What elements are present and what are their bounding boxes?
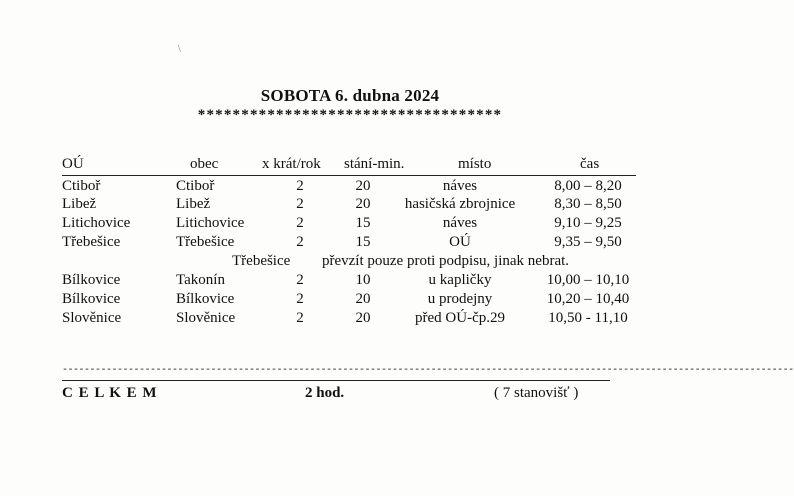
total-rule [62, 380, 610, 381]
row-0-cas: 8,00 – 8,20 [554, 178, 622, 194]
row-5-misto: u prodejny [427, 291, 493, 307]
row-4-stani: 10 [355, 272, 371, 288]
header-misto: místo [458, 156, 492, 172]
row-5-cas: 10,20 – 10,40 [546, 291, 630, 307]
row-5-krat: 2 [296, 291, 304, 307]
row-3-krat: 2 [296, 234, 304, 250]
row-4-ou: Bílkovice [62, 272, 121, 288]
row-1-obec: Libež [176, 196, 211, 212]
row-3-cas: 9,35 – 9,50 [554, 234, 622, 250]
star-separator: *********************************** [197, 107, 503, 123]
row-6-cas: 10,50 - 11,10 [548, 310, 628, 326]
row-1-cas: 8,30 – 8,50 [554, 196, 622, 212]
row-1-misto: hasičská zbrojnice [404, 196, 516, 212]
header-rule [62, 175, 636, 176]
row-5-obec: Bílkovice [176, 291, 235, 307]
row-2-misto: náves [442, 215, 478, 231]
header-obec: obec [190, 156, 219, 172]
row-0-ou: Ctiboř [62, 178, 101, 194]
row-3-ou: Třebešice [62, 234, 121, 250]
row-3-misto: OÚ [449, 234, 471, 250]
row-0-misto: náves [442, 178, 478, 194]
dashed-separator: ------------------------------------------------------------------------------------------------------------------------------------- [62, 365, 794, 376]
row-6-krat: 2 [296, 310, 304, 326]
total-label: C E L K E M [62, 385, 158, 401]
row-0-krat: 2 [296, 178, 304, 194]
row-2-obec: Litichovice [176, 215, 245, 231]
row-6-obec: Slověnice [176, 310, 236, 326]
row-5-ou: Bílkovice [62, 291, 121, 307]
row-2-stani: 15 [355, 215, 371, 231]
note-text: převzít pouze proti podpisu, jinak nebrat. [322, 253, 570, 269]
row-4-cas: 10,00 – 10,10 [546, 272, 630, 288]
header-cas: čas [580, 156, 600, 172]
total-stops: ( 7 stanovišť ) [494, 385, 579, 401]
row-4-krat: 2 [296, 272, 304, 288]
row-0-obec: Ctiboř [176, 178, 215, 194]
row-1-krat: 2 [296, 196, 304, 212]
row-2-ou: Litichovice [62, 215, 131, 231]
row-6-ou: Slověnice [62, 310, 122, 326]
row-5-stani: 20 [355, 291, 371, 307]
row-3-obec: Třebešice [176, 234, 235, 250]
header-stani: stání-min. [344, 156, 405, 172]
row-0-stani: 20 [355, 178, 371, 194]
header-ou: OÚ [62, 156, 84, 172]
total-hours: 2 hod. [305, 385, 345, 401]
row-6-stani: 20 [355, 310, 371, 326]
scan-mark: \ [178, 44, 181, 55]
header-krat: x krát/rok [262, 156, 321, 172]
row-6-misto: před OÚ-čp.29 [415, 310, 505, 326]
row-2-krat: 2 [296, 215, 304, 231]
row-1-ou: Libež [62, 196, 97, 212]
row-2-cas: 9,10 – 9,25 [554, 215, 622, 231]
row-1-stani: 20 [355, 196, 371, 212]
document-title: SOBOTA 6. dubna 2024 [260, 86, 440, 105]
note-place: Třebešice [232, 253, 291, 269]
row-4-misto: u kapličky [428, 272, 492, 288]
row-4-obec: Takonín [176, 272, 225, 288]
row-3-stani: 15 [355, 234, 371, 250]
